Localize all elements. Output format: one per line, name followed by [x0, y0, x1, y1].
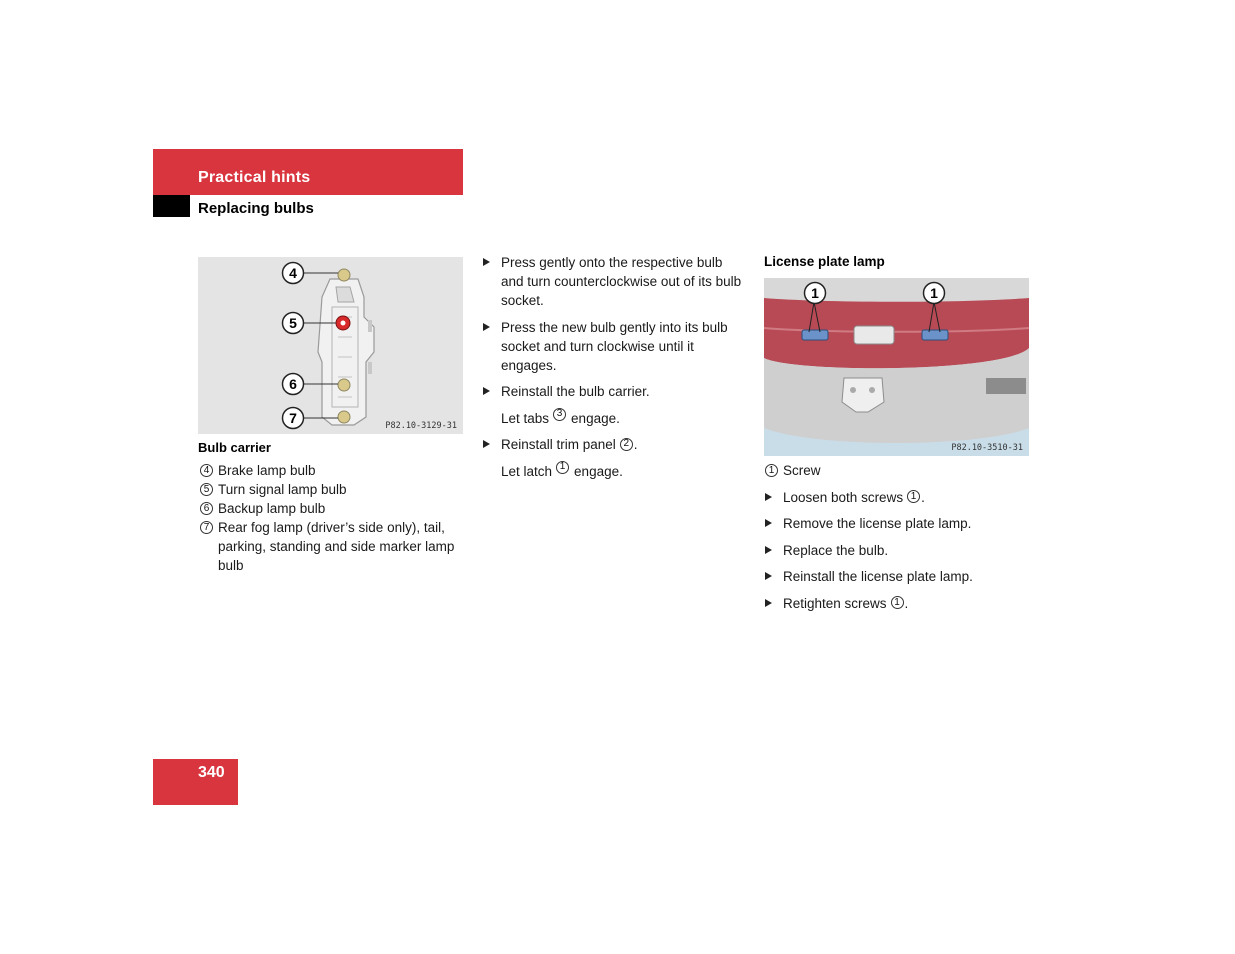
step-text: Press the new bulb gently into its bulb socket and turn clockwise until it engages. [501, 319, 728, 373]
legend-item [200, 499, 465, 518]
step-text [501, 435, 638, 454]
legend-text: Screw [783, 463, 821, 478]
step-text: Press gently onto the respective bulb and turn counterclockwise out of its bulb socket. [501, 255, 742, 308]
callout-4 [283, 263, 304, 284]
step-bullet-icon [483, 440, 490, 448]
svg-text:4: 4 [289, 265, 297, 281]
step-bullet-icon [765, 546, 772, 554]
callout-screw-right [924, 283, 945, 304]
item-number: 5 [200, 483, 213, 496]
page-number-box [153, 759, 238, 805]
section-marker [153, 195, 190, 217]
license-plate-illustration [764, 278, 1029, 456]
bulb-carrier-figure [198, 257, 463, 434]
instruction-step [483, 318, 746, 375]
step-text: Remove the license plate lamp. [783, 516, 972, 531]
instruction-step [765, 567, 1030, 586]
svg-text:7: 7 [289, 410, 297, 426]
legend-text: Rear fog lamp (driver’s side only), tail, parking, standing and side marker lamp bulb [218, 520, 455, 573]
section-title: Replacing bulbs [198, 200, 314, 217]
page-number: 340 [198, 764, 225, 781]
svg-text:1: 1 [811, 285, 819, 301]
note-text: Let tabs [501, 410, 550, 426]
step-text-part: . [904, 595, 909, 611]
legend-text: Turn signal lamp bulb [218, 482, 347, 497]
svg-text:1: 1 [930, 285, 938, 301]
license-plate-figure [764, 278, 1029, 456]
step-text: Reinstall the bulb carrier. [501, 384, 650, 399]
item-number: 1 [556, 461, 569, 474]
note-text: Let latch [501, 463, 553, 479]
legend-text: Backup lamp bulb [218, 501, 326, 516]
note-text: engage. [571, 410, 620, 426]
item-number: 1 [907, 490, 920, 503]
item-number: 6 [200, 502, 213, 515]
step-bullet-icon [765, 572, 772, 580]
instruction-step [765, 488, 1030, 507]
instructions-column [483, 253, 746, 488]
instruction-step [483, 253, 746, 310]
instruction-step [765, 594, 1030, 613]
callout-screw-left [805, 283, 826, 304]
item-number: 4 [200, 464, 213, 477]
step-text [783, 488, 925, 507]
callout-7 [283, 408, 304, 429]
step-bullet-icon [483, 258, 490, 266]
figure-code: P82.10-3129-31 [385, 421, 457, 431]
step-text-part: Retighten screws [783, 595, 887, 611]
instruction-step [483, 382, 746, 401]
figure-caption: Bulb carrier [198, 440, 271, 455]
step-bullet-icon [483, 387, 490, 395]
chapter-title: Practical hints [198, 169, 311, 186]
license-plate-instructions [765, 461, 1030, 620]
legend-item [200, 518, 465, 575]
bulb-carrier-illustration [198, 257, 463, 434]
step-text-part: . [921, 489, 925, 505]
legend-item [765, 461, 1030, 480]
legend-item [200, 480, 465, 499]
step-text-part: Loosen both screws [783, 489, 904, 505]
step-text: Reinstall the license plate lamp. [783, 569, 973, 584]
bulb-legend [200, 461, 465, 575]
step-bullet-icon [765, 519, 772, 527]
instruction-note [483, 462, 746, 481]
instruction-note [483, 409, 746, 428]
item-number: 3 [553, 408, 566, 421]
license-plate-heading: License plate lamp [764, 254, 885, 269]
step-bullet-icon [765, 493, 772, 501]
item-number: 1 [765, 464, 778, 477]
step-text [783, 594, 908, 613]
step-bullet-icon [483, 323, 490, 331]
callout-6 [283, 374, 304, 395]
instruction-step [483, 435, 746, 454]
svg-text:5: 5 [289, 315, 297, 331]
legend-text: Brake lamp bulb [218, 463, 316, 478]
instruction-step [765, 541, 1030, 560]
step-bullet-icon [765, 599, 772, 607]
instruction-step [765, 514, 1030, 533]
step-text-part: . [633, 437, 638, 452]
item-number: 2 [620, 438, 633, 451]
svg-text:6: 6 [289, 376, 297, 392]
legend-item [200, 461, 465, 480]
item-number: 1 [891, 596, 904, 609]
step-text: Replace the bulb. [783, 542, 889, 558]
item-number: 7 [200, 521, 213, 534]
note-text: engage. [574, 463, 623, 479]
step-text-part: Reinstall trim panel [501, 437, 616, 452]
callout-5 [283, 313, 304, 334]
figure-code: P82.10-3510-31 [951, 443, 1023, 453]
